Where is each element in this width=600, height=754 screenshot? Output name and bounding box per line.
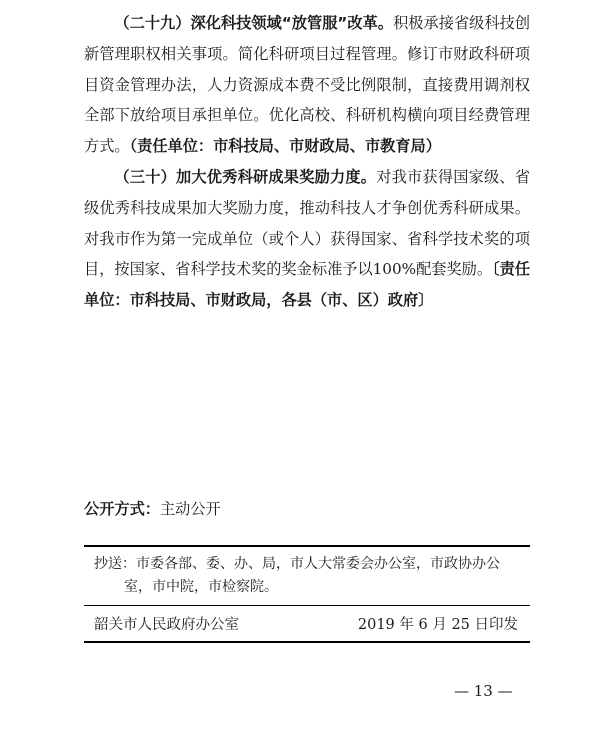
paragraph-29-responsibility: （责任单位：市科技局、市财政局、市教育局） (129, 137, 441, 156)
paragraph-30-heading: （三十）加大优秀科研成果奖励力度。 (114, 167, 377, 186)
paragraph-30 (84, 162, 530, 316)
paragraph-29-body: 积极承接省级科技创新管理职权相关事项。简化科研项目过程管理。修订市财政科研项目资金管理办法，人力资源成本费不受比例限制，直接费用调剂权全部下放给项目承担单位。优化高校、科研机构横向项目经费管理方式。 (84, 14, 531, 156)
disclosure-value: 主动公开 (159, 500, 221, 518)
paragraph-30-responsibility: 〔责任单位：市科技局、市财政局，各县（市、区）政府〕 (84, 260, 531, 310)
paragraph-29 (84, 8, 530, 162)
paragraph-29-heading: （二十九）深化科技领域“放管服”改革。 (114, 14, 394, 32)
cc-bottom-rule (84, 605, 530, 606)
cc-block (84, 553, 530, 599)
footer-rule (84, 641, 530, 643)
issuing-office: 韶关市人民政府办公室 (94, 617, 239, 633)
disclosure-label: 公开方式： (84, 500, 160, 518)
document-body (84, 8, 530, 316)
paragraph-30-body: 对我市获得国家级、省级优秀科技成果加大奖励力度，推动科技人才争创优秀科研成果。对我市作为第一完成单位（或个人）获得国家、省科学技术奖的项目，按国家、省科学技术奖的奖金标准予以100%配套奖励。 (84, 167, 531, 279)
page-number: — 13 — (454, 682, 513, 700)
issue-date: 2019 年 6 月 25 日印发 (357, 617, 518, 633)
disclosure-method (84, 497, 221, 521)
cc-line-2: 室，市中院，市检察院。 (124, 579, 278, 595)
cc-top-rule (84, 545, 530, 547)
cc-line-1: 抄送：市委各部、委、办、局，市人大常委会办公室，市政协办公 (94, 556, 500, 572)
